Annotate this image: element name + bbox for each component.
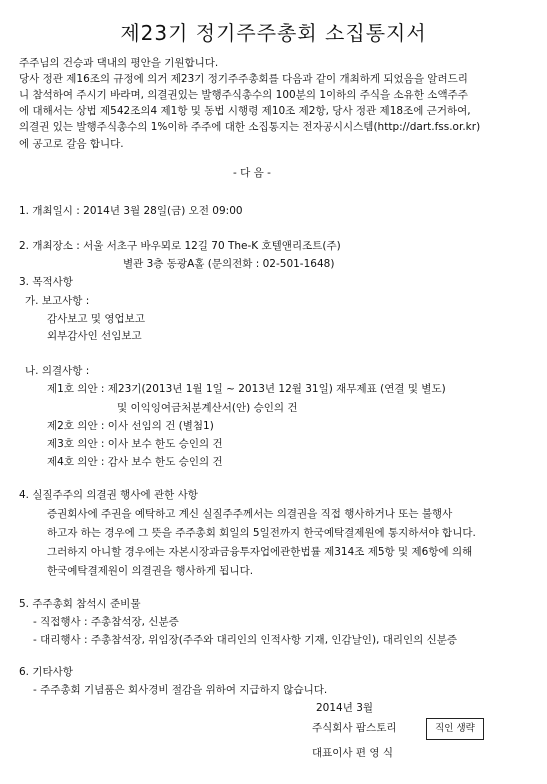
- resolution-item: 및 이익잉여금처분계산서(안) 승인의 건: [117, 402, 298, 414]
- preparation-item: - 직접행사 : 주총참석장, 신분증: [33, 616, 179, 628]
- report-item: 감사보고 및 영업보고: [47, 313, 145, 325]
- meeting-venue-detail: 별관 3층 동광A홀 (문의전화 : 02-501-1648): [123, 258, 335, 270]
- resolutions-heading: 나. 의결사항 :: [25, 365, 90, 377]
- company-name: 주식회사 팜스토리: [312, 722, 397, 734]
- agenda-heading: 3. 목적사항: [19, 276, 73, 288]
- resolution-item: 제4호 의안 : 감사 보수 한도 승인의 건: [47, 456, 223, 468]
- voting-rights-line: 증권회사에 주권을 예탁하고 계신 실질주주께서는 의결권을 직접 행사하거나 또는 불행사: [47, 508, 453, 520]
- misc-heading: 6. 기타사항: [19, 666, 73, 678]
- intro-line: 의결권 있는 발행주식총수의 1%이하 주주에 대한 소집통지는 전자공시시스템(http://dart.fss.or.kr): [19, 121, 481, 133]
- intro-line: 에 공고로 갈음 합니다.: [19, 138, 124, 150]
- intro-line: 당사 정관 제16조의 규정에 의거 제23기 정기주주총회를 다음과 같이 개최하게 되었음을 알려드리: [19, 73, 468, 85]
- document-title: 제23기 정기주주총회 소집통지서: [120, 21, 427, 45]
- ceo-name: 대표이사 편 영 식: [312, 747, 394, 759]
- resolution-item: 제2호 의안 : 이사 선임의 건 (별첨1): [47, 420, 214, 432]
- intro-line: 니 참석하여 주시기 바라며, 의결권있는 발행주식총수의 100분의 1이하의 주식을 소유한 소액주주: [19, 89, 468, 101]
- resolution-item: 제3호 의안 : 이사 보수 한도 승인의 건: [47, 438, 223, 450]
- report-item: 외부감사인 선임보고: [47, 330, 142, 342]
- preparation-item: - 대리행사 : 주총참석장, 위임장(주주와 대리인의 인적사항 기재, 인감날인), 대리인의 신분증: [33, 634, 458, 646]
- section-divider: - 다 음 -: [233, 167, 271, 179]
- misc-item: - 주주총회 기념품은 회사경비 절감을 위하여 지급하지 않습니다.: [33, 684, 328, 696]
- voting-rights-line: 그러하지 아니할 경우에는 자본시장과금융투자업에관한법률 제314조 제5항 및 제6항에 의해: [47, 546, 473, 558]
- reports-heading: 가. 보고사항 :: [25, 295, 90, 307]
- intro-line: 에 대해서는 상법 제542조의4 제1항 및 동법 시행령 제10조 제2항, 당사 정관 제18조에 근거하여,: [19, 105, 471, 117]
- voting-rights-line: 한국예탁결제원이 의결권을 행사하게 됩니다.: [47, 565, 254, 577]
- seal-omitted-stamp: 직인 생략: [426, 718, 484, 740]
- voting-rights-heading: 4. 실질주주의 의결권 행사에 관한 사항: [19, 489, 198, 501]
- meeting-datetime: 1. 개최일시 : 2014년 3월 28일(금) 오전 09:00: [19, 205, 243, 217]
- voting-rights-line: 하고자 하는 경우에 그 뜻을 주주총회 회일의 5일전까지 한국예탁결제원에 통지하셔야 합니다.: [47, 527, 476, 539]
- intro-line: 주주님의 건승과 댁내의 평안을 기원합니다.: [19, 57, 219, 69]
- meeting-venue: 2. 개최장소 : 서울 서초구 바우뫼로 12길 70 The-K 호텔앤리조트(주): [19, 240, 341, 252]
- preparations-heading: 5. 주주총회 참석시 준비물: [19, 598, 141, 610]
- resolution-item: 제1호 의안 : 제23기(2013년 1월 1일 ~ 2013년 12월 31일) 재무제표 (연결 및 별도): [47, 383, 446, 395]
- notice-date: 2014년 3월: [316, 702, 374, 714]
